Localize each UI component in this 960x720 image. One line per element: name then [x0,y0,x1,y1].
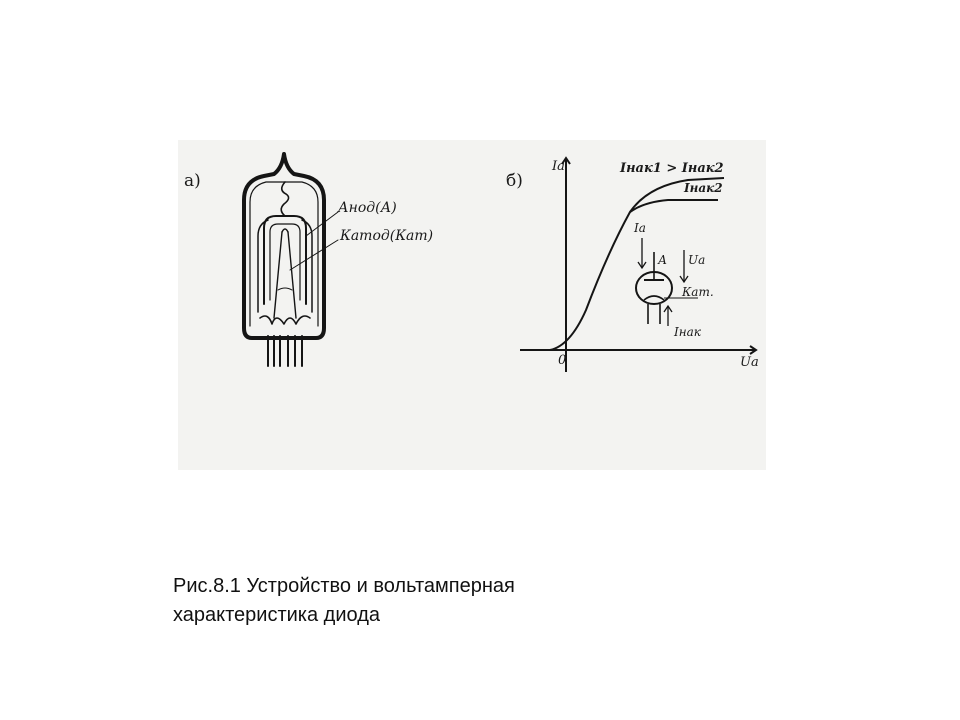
scan-background [178,140,766,470]
curve-2-label: Iнак2 [684,181,723,195]
caption-line-1: Рис.8.1 Устройство и вольтамперная [173,575,515,597]
inset-heater-label: Iнак [674,325,701,339]
panel-a-label: а) [184,171,201,191]
cathode-label: Катод(Кат) [340,228,434,244]
inset-current-label: Iа [634,221,646,235]
inset-voltage-label: Uа [688,253,706,267]
y-axis-label: Iа [552,159,565,174]
origin-label: 0 [558,353,567,368]
caption-line-2: характеристика диода [173,604,380,626]
diode-figure [178,140,766,470]
inset-cathode-label: Кат. [682,285,714,299]
figure-caption [173,572,733,630]
inset-anode-label: А [658,253,668,267]
x-axis-label: Uа [740,355,759,370]
curve-1-label: Iнак1 > Iнак2 [620,161,724,176]
panel-b-label: б) [506,171,523,191]
figure-drawing [178,140,766,470]
anode-label: Анод(А) [338,200,397,216]
